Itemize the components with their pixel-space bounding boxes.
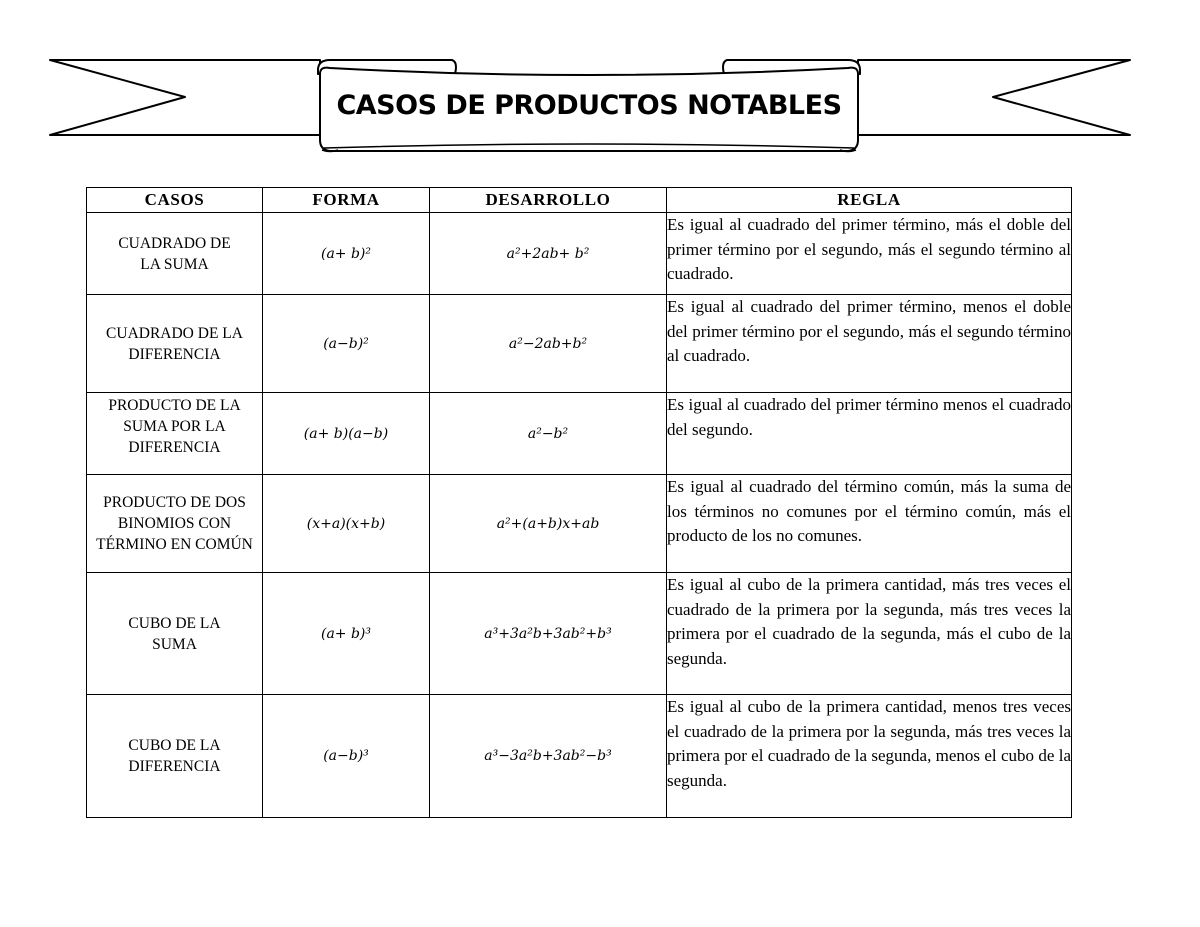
desarrollo-cell: a²+(a+b)x+ab [430, 475, 667, 573]
header-desarrollo: DESARROLLO [430, 188, 667, 213]
desarrollo-cell: a²+2ab+ b² [430, 213, 667, 295]
regla-cell: Es igual al cubo de la primera cantidad, menos tres veces el cuadrado de la primera por la segunda, más tres veces la primera por el cuadrado de la segunda, menos el cubo de la segunda. [667, 695, 1072, 818]
desarrollo-cell: a²−b² [430, 393, 667, 475]
caso-cell [87, 573, 263, 695]
caso-cell [87, 295, 263, 393]
desarrollo-cell: a³+3a²b+3ab²+b³ [430, 573, 667, 695]
forma-cell: (a+ b)² [263, 213, 430, 295]
desarrollo-cell: a²−2ab+b² [430, 295, 667, 393]
forma-cell: (a−b)³ [263, 695, 430, 818]
header-casos: CASOS [87, 188, 263, 213]
header-forma: FORMA [263, 188, 430, 213]
regla-cell: Es igual al cuadrado del término común, más la suma de los términos no comunes por el término común, más el producto de los no comunes. [667, 475, 1072, 573]
banner-right-tail [858, 60, 1130, 135]
table-row [87, 295, 1072, 393]
table-header-row [87, 188, 1072, 213]
regla-cell: Es igual al cubo de la primera cantidad, más tres veces el cuadrado de la primera por la segunda, más tres veces la primera por el cuadrado de la segunda, más el cubo de la segunda. [667, 573, 1072, 695]
caso-text: CUBO DE LA DIFERENCIA [128, 737, 221, 775]
caso-text: PRODUCTO DE LA SUMA POR LA DIFERENCIA [108, 397, 241, 456]
table-row [87, 213, 1072, 295]
table-row [87, 475, 1072, 573]
caso-cell [87, 475, 263, 573]
caso-text: PRODUCTO DE DOS BINOMIOS CON TÉRMINO EN COMÚN [96, 494, 253, 553]
regla-cell: Es igual al cuadrado del primer término, menos el doble del primer término por el segundo, más el segundo término al cuadrado. [667, 295, 1072, 393]
forma-cell: (a+ b)³ [263, 573, 430, 695]
forma-cell: (a−b)² [263, 295, 430, 393]
table-row [87, 695, 1072, 818]
table-row [87, 393, 1072, 475]
caso-text: CUBO DE LA SUMA [128, 614, 221, 653]
header-regla: REGLA [667, 188, 1072, 213]
page-title: CASOS DE PRODUCTOS NOTABLES [336, 89, 842, 121]
caso-text: CUADRADO DE LA SUMA [118, 234, 231, 273]
caso-cell [87, 695, 263, 818]
forma-cell: (x+a)(x+b) [263, 475, 430, 573]
products-table [86, 187, 1072, 818]
caso-cell [87, 393, 263, 475]
caso-text: CUADRADO DE LA DIFERENCIA [106, 324, 243, 363]
table-row [87, 573, 1072, 695]
regla-cell: Es igual al cuadrado del primer término, más el doble del primer término por el segundo, más el segundo término al cuadrado. [667, 213, 1072, 295]
banner-left-tail [50, 60, 320, 135]
regla-cell: Es igual al cuadrado del primer término menos el cuadrado del segundo. [667, 393, 1072, 475]
desarrollo-cell: a³−3a²b+3ab²−b³ [430, 695, 667, 818]
forma-cell: (a+ b)(a−b) [263, 393, 430, 475]
caso-cell [87, 213, 263, 295]
